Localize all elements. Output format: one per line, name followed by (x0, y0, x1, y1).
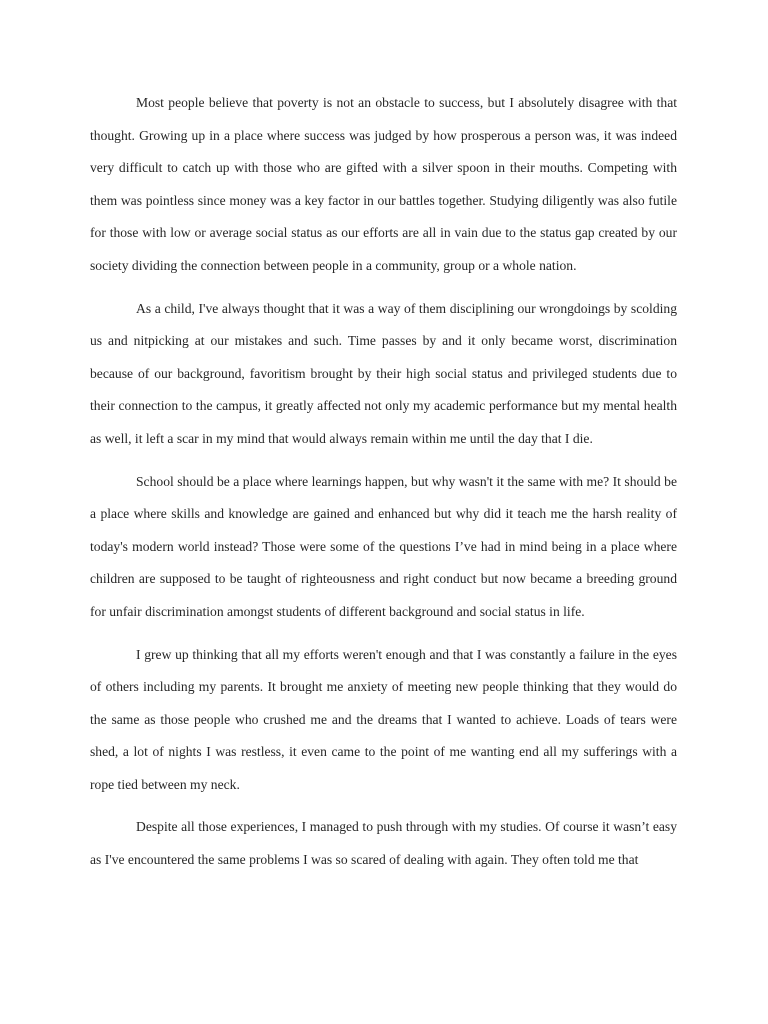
document-body (90, 87, 677, 887)
paragraph-2: As a child, I've always thought that it was a way of them disciplining our wrongdoings by scolding us and nitpicking at our mistakes and such. Time passes by and it only became worst, discrimination because of our background, favoritism brought by their high social status and privileged students due to their connection to the campus, it greatly affected not only my academic performance but my mental health as well, it left a scar in my mind that would always remain within me until the day that I die. (90, 300, 677, 446)
paragraph-3: School should be a place where learnings happen, but why wasn't it the same with me? It should be a place where skills and knowledge are gained and enhanced but why did it teach me the harsh reality of today's modern world instead? Those were some of the questions I’ve had in mind being in a place where children are supposed to be taught of righteousness and right conduct but now became a breeding ground for unfair discrimination amongst students of different background and social status in life. (90, 473, 677, 619)
paragraph-1: Most people believe that poverty is not an obstacle to success, but I absolutely disagree with that thought. Growing up in a place where success was judged by how prosperous a person was, it was indeed very difficult to catch up with those who are gifted with a silver spoon in their mouths. Competing with them was pointless since money was a key factor in our battles together. Studying diligently was also futile for those with low or average social status as our efforts are all in vain due to the status gap created by our society dividing the connection between people in a community, group or a whole nation. (90, 95, 677, 273)
paragraph-4: I grew up thinking that all my efforts weren't enough and that I was constantly a failure in the eyes of others including my parents. It brought me anxiety of meeting new people thinking that they would do the same as those people who crushed me and the dreams that I wanted to achieve. Loads of tears were shed, a lot of nights I was restless, it even came to the point of me wanting end all my sufferings with a rope tied between my neck. (90, 646, 677, 792)
paragraph-5: Despite all those experiences, I managed to push through with my studies. Of course it wasn’t easy as I've encountered the same problems I was so scared of dealing with again. They often told me that (90, 819, 677, 868)
